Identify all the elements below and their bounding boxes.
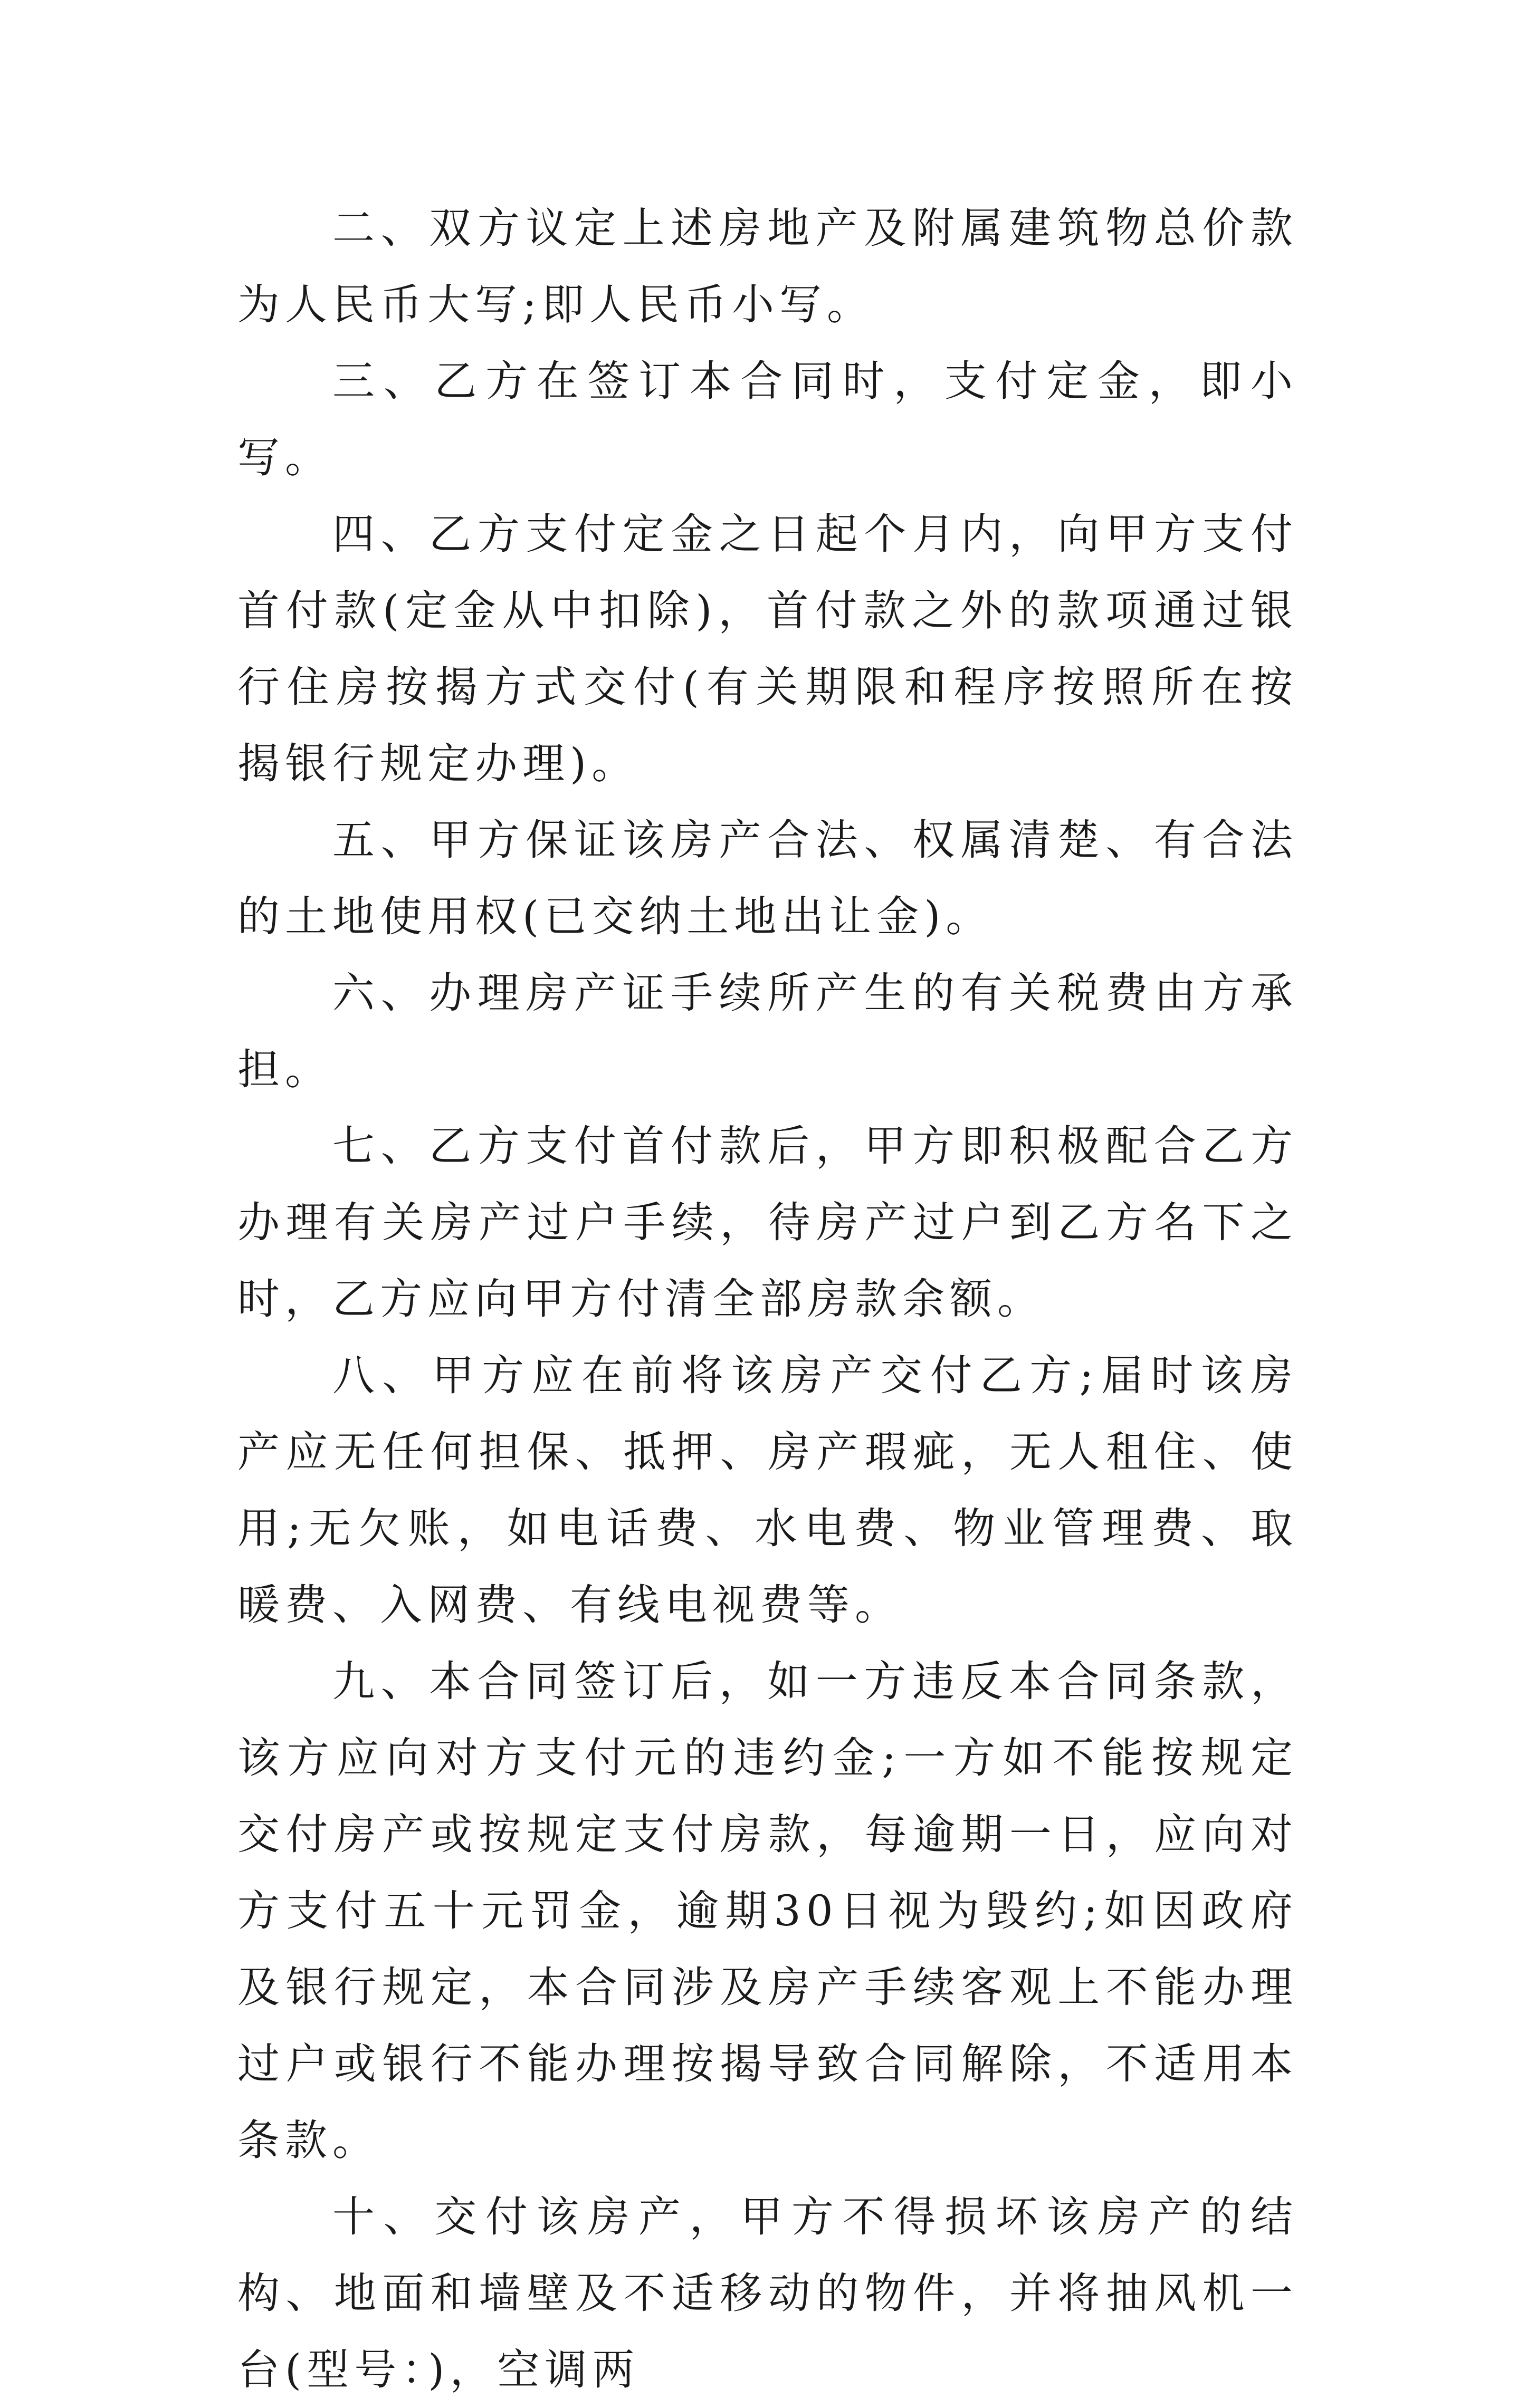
clause-6-paragraph: 六、办理房产证手续所产生的有关税费由方承担。 — [237, 968, 1298, 1094]
clause-8-paragraph: 八、甲方应在前将该房产交付乙方;届时该房产应无任何担保、抵押、房产瑕疵，无人租住、使用;无欠账，如电话费、水电费、物业管理费、取暖费、入网费、有线电视费等。 — [237, 1351, 1298, 1629]
clause-2-paragraph: 二、双方议定上述房地产及附属建筑物总价款为人民币大写;即人民币小写。 — [237, 204, 1298, 329]
clause-5-paragraph: 五、甲方保证该房产合法、权属清楚、有合法的土地使用权(已交纳土地出让金)。 — [237, 816, 1298, 941]
clause-7-paragraph: 七、乙方支付首付款后，甲方即积极配合乙方办理有关房产过户手续，待房产过户到乙方名下之时，乙方应向甲方付清全部房款余额。 — [237, 1121, 1298, 1323]
clause-3-paragraph: 三、乙方在签订本合同时，支付定金，即小写。 — [237, 357, 1298, 482]
clause-4-paragraph: 四、乙方支付定金之日起个月内，向甲方支付首付款(定金从中扣除)，首付款之外的款项通过银行住房按揭方式交付(有关期限和程序按照所在按揭银行规定办理)。 — [237, 510, 1298, 788]
contract-body — [237, 190, 1298, 2408]
clause-10-paragraph: 十、交付该房产，甲方不得损坏该房产的结构、地面和墙壁及不适移动的物件，并将抽风机一台(型号：)，空调两 — [237, 2192, 1298, 2394]
clause-9-paragraph: 九、本合同签订后，如一方违反本合同条款，该方应向对方支付元的违约金;一方如不能按规定交付房产或按规定支付房款，每逾期一日，应向对方支付五十元罚金，逾期30日视为毁约;如因政府及银行规定，本合同涉及房产手续客观上不能办理过户或银行不能办理按揭导致合同解除，不适用本条款。 — [237, 1657, 1298, 2165]
